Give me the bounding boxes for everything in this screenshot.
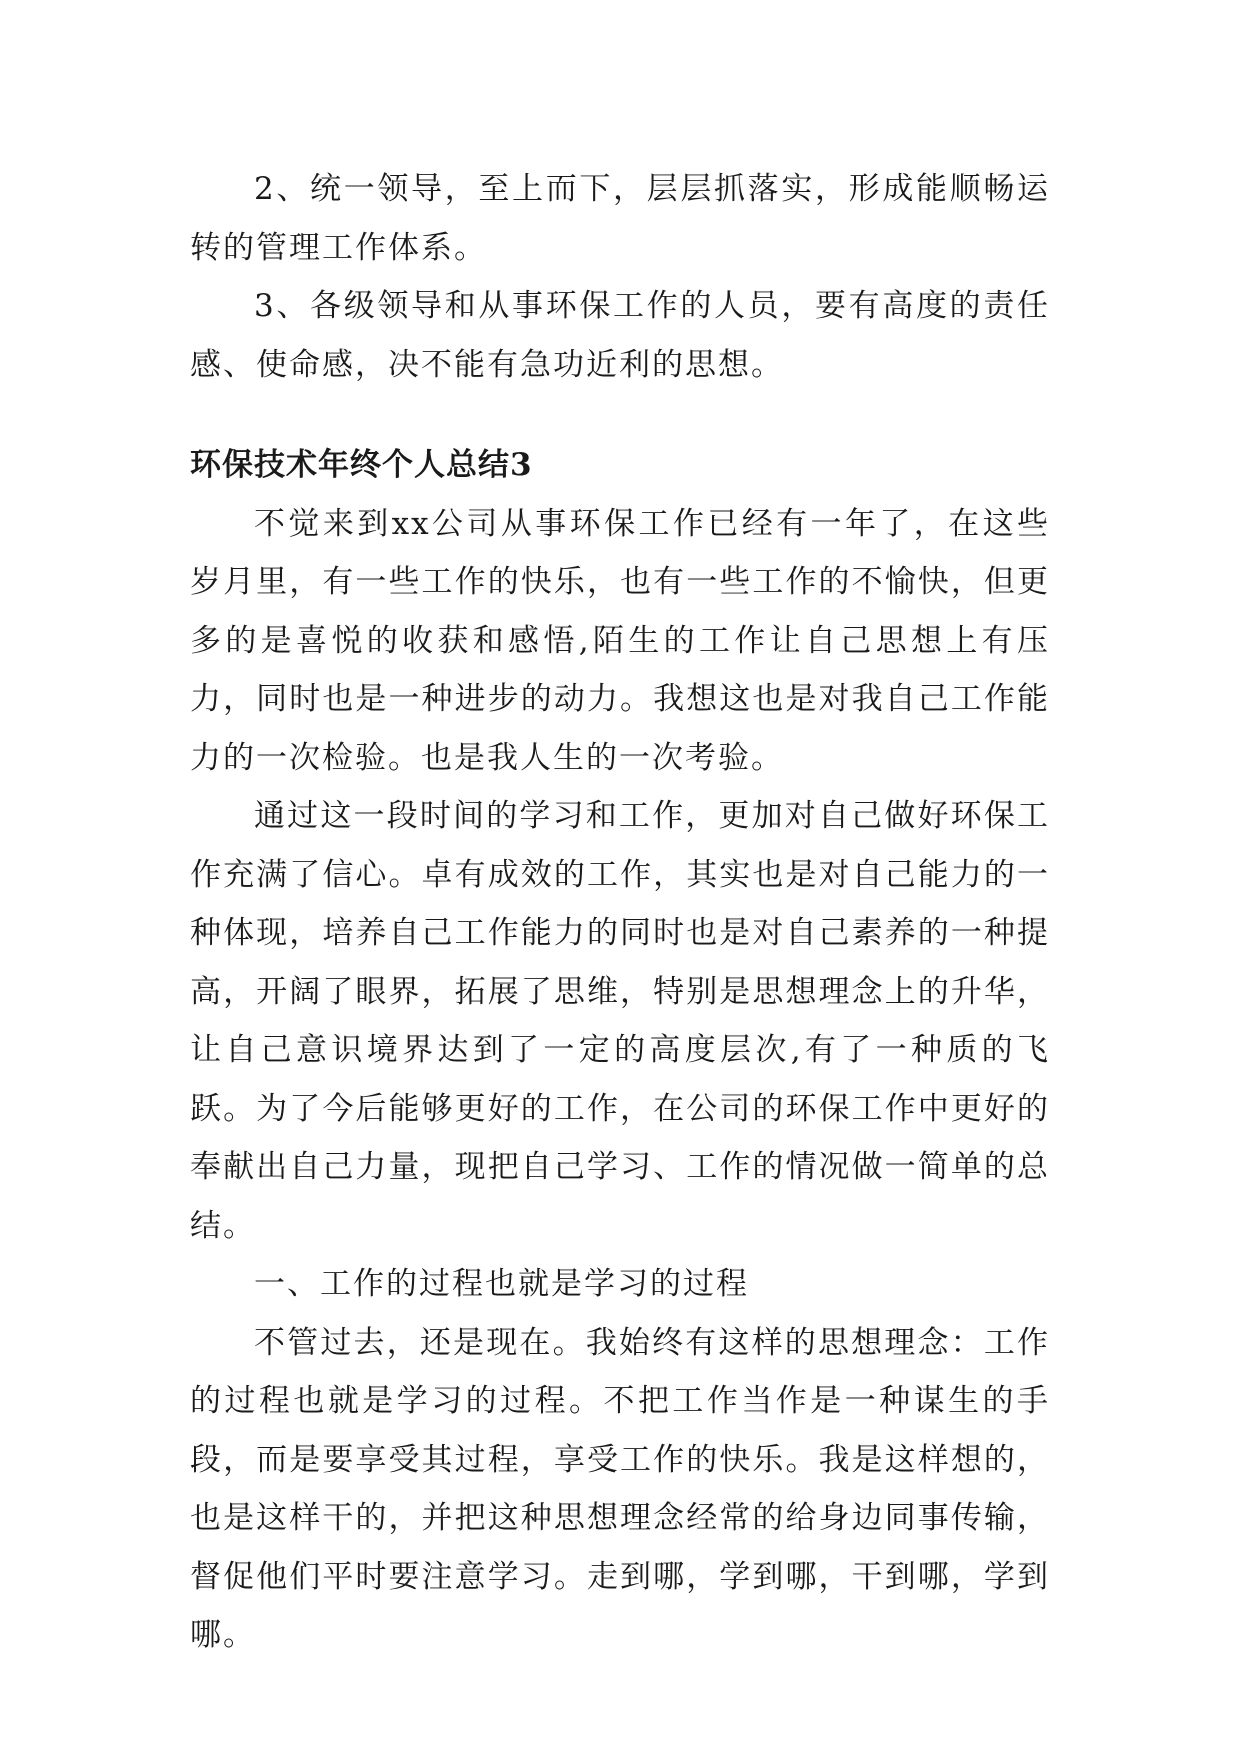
paragraph-work-learning: 不管过去，还是现在。我始终有这样的思想理念：工作的过程也就是学习的过程。不把工作当作是一种谋生的手段，而是要享受其过程，享受工作的快乐。我是这样想的，也是这样干的，并把这种思想理念经常的给身边同事传输，督促他们平时要注意学习。走到哪，学到哪，干到哪，学到哪。 — [190, 1324, 1050, 1653]
paragraph-item-3: 3、各级领导和从事环保工作的人员，要有高度的责任感、使命感，决不能有急功近利的思想。 — [190, 288, 1050, 383]
document-page — [190, 160, 1050, 1665]
section-gap — [190, 394, 1050, 436]
paragraph-confidence: 通过这一段时间的学习和工作，更加对自己做好环保工作充满了信心。卓有成效的工作，其实也是对自己能力的一种体现，培养自己工作能力的同时也是对自己素养的一种提高，开阔了眼界，拓展了思维，特别是思想理念上的升华，让自己意识境界达到了一定的高度层次,有了一种质的飞跃。为了今后能够更好的工作，在公司的环保工作中更好的奉献出自己力量，现把自己学习、工作的情况做一简单的总结。 — [190, 798, 1050, 1244]
paragraph-item-2: 2、统一领导，至上而下，层层抓落实，形成能顺畅运转的管理工作体系。 — [190, 171, 1050, 266]
paragraph-intro: 不觉来到xx公司从事环保工作已经有一年了，在这些岁月里，有一些工作的快乐，也有一些工作的不愉快，但更多的是喜悦的收获和感悟,陌生的工作让自己思想上有压力，同时也是一种进步的动力。我想这也是对我自己工作能力的一次检验。也是我人生的一次考验。 — [190, 505, 1050, 776]
section-title: 环保技术年终个人总结3 — [190, 447, 533, 483]
subheading-work-learning: 一、工作的过程也就是学习的过程 — [254, 1266, 749, 1302]
